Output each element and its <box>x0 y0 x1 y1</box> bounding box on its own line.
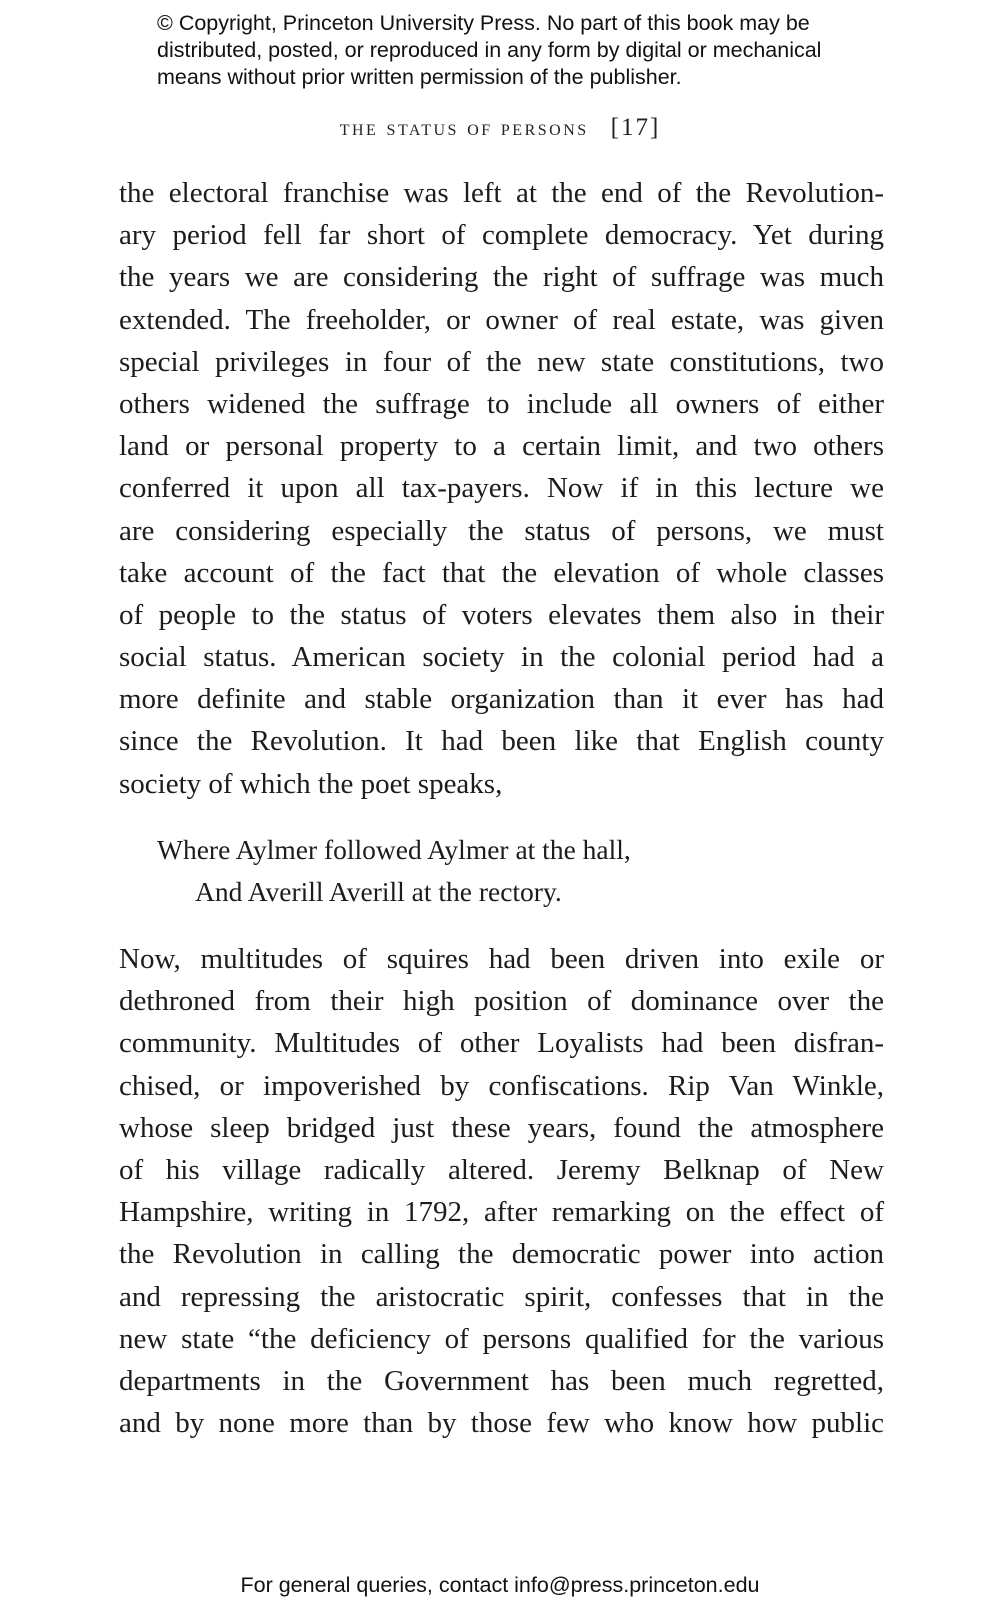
text-line: the years we are considering the right of suffrage was much <box>119 261 884 294</box>
text-line: Hampshire, writing in 1792, after remarking on the effect of <box>119 1196 884 1229</box>
text-line: and by none more than by those few who know how public <box>119 1407 884 1440</box>
text-line: the electoral franchise was left at the end of the Revolution- <box>119 177 884 209</box>
text-line: whose sleep bridged just these years, found the atmosphere <box>119 1111 884 1144</box>
text-line: others widened the suffrage to include all owners of either <box>119 387 884 420</box>
text-line: land or personal property to a certain limit, and two others <box>119 430 884 463</box>
text-line: society of which the poet speaks, <box>119 767 503 800</box>
text-line: since the Revolution. It had been like that English county <box>119 725 884 758</box>
verse-line: Where Aylmer followed Aylmer at the hall, <box>157 834 631 865</box>
footer-contact: For general queries, contact info@press.princeton.edu <box>240 1573 760 1597</box>
text-line: dethroned from their high position of dominance over the <box>119 985 884 1018</box>
text-line: special privileges in four of the new state constitutions, two <box>119 345 884 378</box>
copyright-line: © Copyright, Princeton University Press. No part of this book may be <box>157 11 810 35</box>
verse-line: And Averill Averill at the rectory. <box>195 876 562 907</box>
verse-quotation <box>157 829 877 913</box>
text-line: chised, or impoverished by confiscations. Rip Van Winkle, <box>119 1069 884 1102</box>
text-line: and repressing the aristocratic spirit, confesses that in the <box>119 1280 884 1313</box>
text-line: ary period fell far short of complete democracy. Yet during <box>119 219 884 252</box>
text-line: the Revolution in calling the democratic power into action <box>119 1238 884 1271</box>
copyright-notice <box>157 10 877 91</box>
text-line: departments in the Government has been much regretted, <box>119 1364 884 1397</box>
text-line: more definite and stable organization than it ever has had <box>119 683 884 716</box>
paragraph-2 <box>119 938 884 1444</box>
copyright-line: distributed, posted, or reproduced in any form by digital or mechanical <box>157 38 822 62</box>
running-head-title: the status of persons <box>339 115 589 140</box>
text-line: new state “the deficiency of persons qualified for the various <box>119 1322 884 1355</box>
text-line: of his village radically altered. Jeremy Belknap of New <box>119 1153 884 1186</box>
paragraph-1 <box>119 172 884 805</box>
text-line: of people to the status of voters elevates them also in their <box>119 598 884 631</box>
text-line: Now, multitudes of squires had been driven into exile or <box>119 943 884 975</box>
page-number: [17] <box>610 114 661 141</box>
text-line: conferred it upon all tax-payers. Now if in this lecture we <box>119 472 884 505</box>
text-line: social status. American society in the colonial period had a <box>119 641 884 674</box>
text-line: are considering especially the status of persons, we must <box>119 514 884 547</box>
copyright-line: means without prior written permission of the publisher. <box>157 65 682 89</box>
text-line: take account of the fact that the elevation of whole classes <box>119 556 884 589</box>
text-line: community. Multitudes of other Loyalists had been disfran- <box>119 1027 884 1060</box>
text-line: extended. The freeholder, or owner of real estate, was given <box>119 303 884 336</box>
running-head <box>0 114 1000 142</box>
